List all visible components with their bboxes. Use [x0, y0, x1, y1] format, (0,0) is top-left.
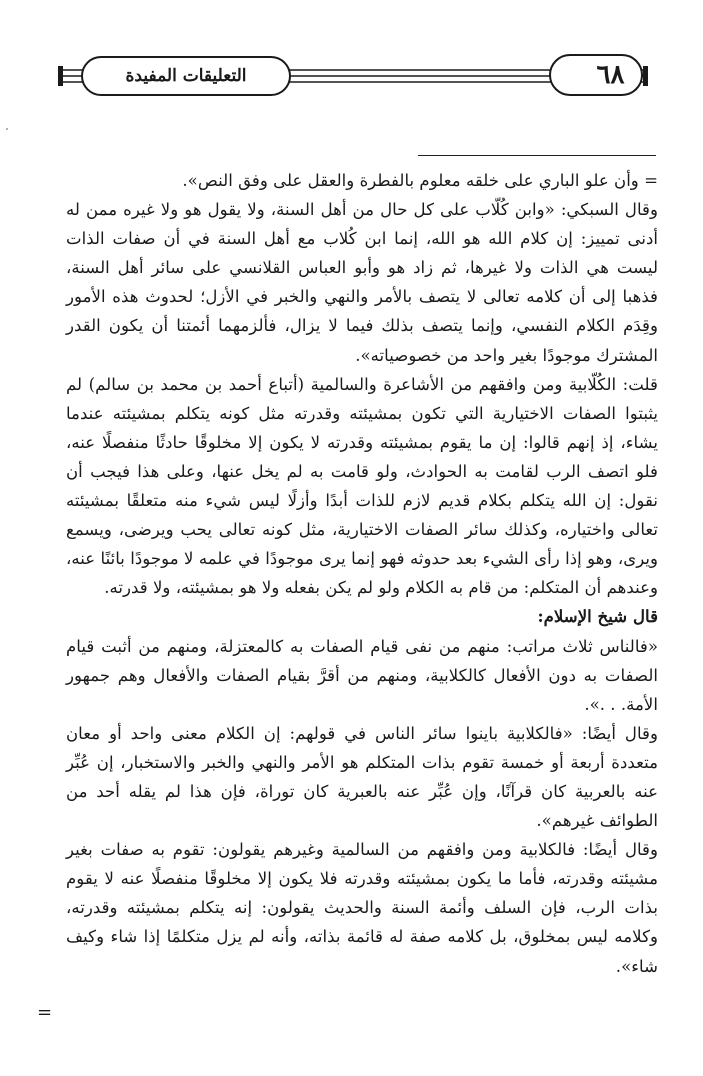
page-header: [0, 0, 703, 110]
page-body: [66, 166, 658, 981]
book-title: التعليقات المفيدة: [125, 66, 247, 86]
paragraph-three-ranks: «فالناس ثلاث مراتب: منهم من نفى قيام الصفات به كالمعتزلة، ومنهم من أثبت قيام الصفات به دون الأفعال كالكلابية، ومنهم من أقرَّ بقيام الصفات والأفعال وهم جمهور الأمة. . .».: [66, 636, 658, 714]
header-frame-ornament: [0, 0, 703, 110]
page-number: ٦٨: [596, 60, 625, 90]
paragraph-kalam-meaning: وقال أيضًا: «فالكلابية باينوا سائر الناس في قولهم: إن الكلام معنى واحد أو معان متعددة أربعة أو خمسة تقوم بذات المتكلم هو الأمر والنهي والخبر والاستخبار، إن عُبِّر عنه بالعربية كان قرآنًا، وإن عُبِّر عنه بالعبرية كان توراة، فإن هذا لم يقله أحد من الطوائف غيرهم».: [66, 723, 658, 831]
paragraph-subki-quote: وقال السبكي: «وابن كُلّاب على كل حال من أهل السنة، ولا يقول هو ولا غيره ممن له أدنى تمييز: إن كلام الله هو الله، إنما ابن كُلاب مع أهل السنة في أن صفات الذات ليست هي الذات ولا غيرها، ثم زاد هو وأبو العباس القلانسي على سائر أهل السنة، فذهبا إلى أن كلامه تعالى لا يتصف بالأمر والنهي والخبر في الأزل؛ لحدوث هذه الأمور وقِدَم الكلام النفسي، وإنما يتصف بذلك فيما لا يزال، فألزمهما أئمتنا أن يكون القدر المشترك موجودًا بغير واحد من خصوصياته».: [66, 200, 658, 365]
scan-speck: [6, 128, 8, 130]
footnote-continuation: = وأن علو الباري على خلقه معلوم بالفطرة والعقل على وفق النص».: [182, 171, 658, 190]
footnote-separator: [418, 155, 656, 156]
margin-continuation-mark: =: [37, 1002, 53, 1023]
paragraph-kullabiyya-explanation: قلت: الكُلّابية ومن وافقهم من الأشاعرة والسالمية (أتباع أحمد بن محمد بن سالم) لم يثبتوا الصفات الاختيارية التي تكون بمشيئته وقدرته مثل كونه يتكلم بمشيئته عندما يشاء، إذ إنهم قالوا: إن ما يقوم بمشيئته وقدرته لا يكون إلا مخلوقًا حادثًا منفصلًا عنه، فلو اتصف الرب لقامت به الحوادث، ولو قامت به لم يخل عنها، وعلى هذا فيجب أن نقول: إن الله يتكلم بكلام قديم لازم للذات أبدًا وأزلًا ليس شيء منه متعلقًا بمشيئته تعالى واختياره، وكذلك سائر الصفات الاختيارية، مثل كونه تعالى يحب ويرضى، ويسمع ويرى، وهو إذا رأى الشيء بعد حدوثه فهو إنما يرى موجودًا في علمه لا موجودًا بائنًا عنه، وعندهم أن المتكلم: من قام به الكلام ولو لم يكن بفعله ولا هو بمشيئته، ولا قدرته.: [66, 374, 658, 598]
paragraph-salaf-position: وقال أيضًا: فالكلابية ومن وافقهم من السالمية وغيرهم يقولون: تقوم به صفات بغير مشيئته وقدرته، فأما ما يكون بمشيئته وقدرته فلا يكون إلا مخلوقًا منفصلًا عنه لا يقوم بذات الرب، فإن السلف وأئمة السنة والحديث يقولون: إنه يتكلم بمشيئته وقدرته، وكلامه ليس بمخلوق، بل كلامه صفة له قائمة بذاته، وأنه لم يزل متكلمًا إذا شاء وكيف شاء».: [66, 840, 658, 976]
section-heading: قال شيخ الإسلام:: [537, 606, 658, 627]
